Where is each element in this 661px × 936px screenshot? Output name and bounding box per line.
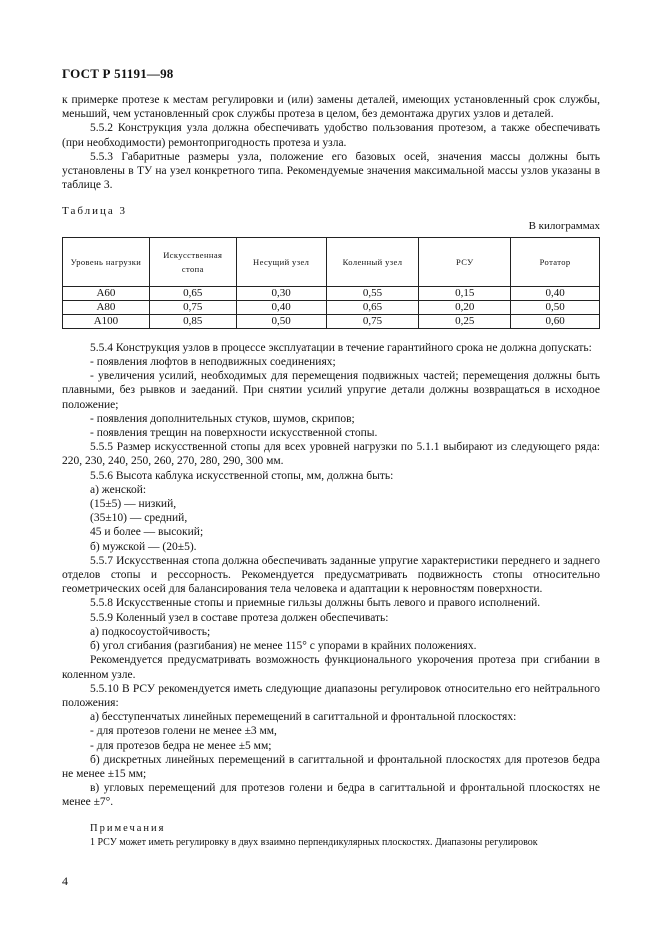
table-cell: 0,65 xyxy=(149,286,236,300)
paragraph-5-5-4: 5.5.4 Конструкция узлов в процессе эксплуатации в течение гарантийного срока не должна допускать: xyxy=(90,341,592,354)
table-cell: 0,75 xyxy=(326,314,419,328)
paragraph-5-5-6: 5.5.6 Высота каблука искусственной стопы, мм, должна быть: xyxy=(90,469,394,482)
list-item-forces: - увеличения усилий, необходимых для перемещения подвижных частей; перемещения должны быть плавными, без рывков и заеданий. При снятии усилий упругие детали должны возвращаться в исходное положение; xyxy=(62,370,600,411)
table-cell: 0,25 xyxy=(419,314,511,328)
document-body xyxy=(62,93,600,850)
list-item-stability: а) подкосоустойчивость; xyxy=(90,625,211,638)
list-item-high: 45 и более — высокий; xyxy=(90,526,204,539)
table-header-row xyxy=(63,237,600,286)
table-cell: 0,75 xyxy=(149,300,236,314)
header-load-level: Уровень нагрузки xyxy=(63,237,150,286)
list-item-cracks: - появления трещин на поверхности искусственной стопы. xyxy=(90,427,378,440)
table-cell: 0,20 xyxy=(419,300,511,314)
table-cell: 0,15 xyxy=(419,286,511,300)
table-cell: 0,40 xyxy=(511,286,600,300)
paragraph-5-5-9: 5.5.9 Коленный узел в составе протеза должен обеспечивать: xyxy=(90,611,389,624)
list-item-discrete: б) дискретных линейных перемещений в сагиттальной и фронтальной плоскостях для протезов бедра не менее ±15 мм; xyxy=(62,753,600,780)
list-item-backlash: - появления люфтов в неподвижных соединениях; xyxy=(90,356,336,369)
list-item-thigh: - для протезов бедра не менее ±5 мм; xyxy=(90,739,272,752)
mass-table xyxy=(62,237,600,329)
list-item-medium: (35±10) — средний, xyxy=(90,512,188,525)
header-knee-unit: Коленный узел xyxy=(326,237,419,286)
page-number: 4 xyxy=(62,874,68,888)
table-cell: А100 xyxy=(63,314,150,328)
table-cell: А60 xyxy=(63,286,150,300)
header-bearing-unit: Несущий узел xyxy=(236,237,326,286)
paragraph-5-5-2: 5.5.2 Конструкция узла должна обеспечивать удобство пользования протезом, а также обеспечивать (при необходимости) ремонтопригодность протеза и узла. xyxy=(62,122,600,149)
table-cell: 0,60 xyxy=(511,314,600,328)
table-cell: А80 xyxy=(63,300,150,314)
table-cell: 0,55 xyxy=(326,286,419,300)
paragraph-5-5-7: 5.5.7 Искусственная стопа должна обеспечивать заданные упругие характеристики переднего и заднего отделов стопы и рессорность. Рекомендуется предусматривать подвижность стопы относительно геометрических осей для балансирования тела человека и адаптации к неровностям поверхности. xyxy=(62,554,600,596)
table-cell: 0,65 xyxy=(326,300,419,314)
list-item-angular: в) угловых перемещений для протезов голени и бедра в сагиттальной и фронтальной плоскостях не менее ±7°. xyxy=(62,782,600,809)
table-row xyxy=(63,286,600,300)
table-cell: 0,50 xyxy=(236,314,326,328)
table-cell: 0,30 xyxy=(236,286,326,300)
paragraph-5-5-3: 5.5.3 Габаритные размеры узла, положение его базовых осей, значения массы должны быть установлены в ТУ на узел конкретного типа. Рекомендуемые значения максимальной массы узлов указаны в таблице 3. xyxy=(62,150,600,192)
list-item-shin: - для протезов голени не менее ±3 мм, xyxy=(90,725,277,738)
notes-heading: Примечания xyxy=(90,822,166,834)
paragraph-recommendation: Рекомендуется предусматривать возможность функционального укорочения протеза при сгибании в коленном узле. xyxy=(62,654,600,681)
list-item-angle: б) угол сгибания (разгибания) не менее 115° с упорами в крайних положениях. xyxy=(90,640,477,653)
header-rotator: Ротатор xyxy=(511,237,600,286)
document-header: ГОСТ Р 51191—98 xyxy=(62,66,174,81)
paragraph-continuation: к примерке протезе к местам регулировки и (или) замены деталей, имеющих установленный срок службы, меньший, чем установленный срок службы протеза в целом, без демонтажа других узлов и деталей. xyxy=(62,94,600,121)
table-row xyxy=(63,314,600,328)
table-cell: 0,40 xyxy=(236,300,326,314)
header-artificial-foot: Искусственная стопа xyxy=(149,237,236,286)
table-units: В килограммах xyxy=(528,219,600,232)
table-caption: Таблица 3 xyxy=(62,205,128,218)
list-item-stepless: а) бесступенчатых линейных перемещений в сагиттальной и фронтальной плоскостях: xyxy=(90,711,517,724)
table-cell: 0,85 xyxy=(149,314,236,328)
paragraph-5-5-8: 5.5.8 Искусственные стопы и приемные гильзы должны быть левого и правого исполнений. xyxy=(90,597,541,610)
note-1: 1 РСУ может иметь регулировку в двух взаимно перпендикулярных плоскостях. Диапазоны регулировок xyxy=(90,836,538,848)
list-item-low: (15±5) — низкий, xyxy=(90,498,177,511)
paragraph-5-5-5: 5.5.5 Размер искусственной стопы для всех уровней нагрузки по 5.1.1 выбирают из следующего ряда: 220, 230, 240, 250, 260, 270, 280, 290, 300 мм. xyxy=(62,441,600,468)
list-item-female: а) женской: xyxy=(90,483,147,496)
header-rsu: РСУ xyxy=(419,237,511,286)
list-item-male: б) мужской — (20±5). xyxy=(90,540,197,553)
table-row xyxy=(63,300,600,314)
table-cell: 0,50 xyxy=(511,300,600,314)
list-item-noises: - появления дополнительных стуков, шумов, скрипов; xyxy=(90,412,355,425)
paragraph-5-5-10: 5.5.10 В РСУ рекомендуется иметь следующие диапазоны регулировок относительно его нейтрального положения: xyxy=(62,682,600,709)
